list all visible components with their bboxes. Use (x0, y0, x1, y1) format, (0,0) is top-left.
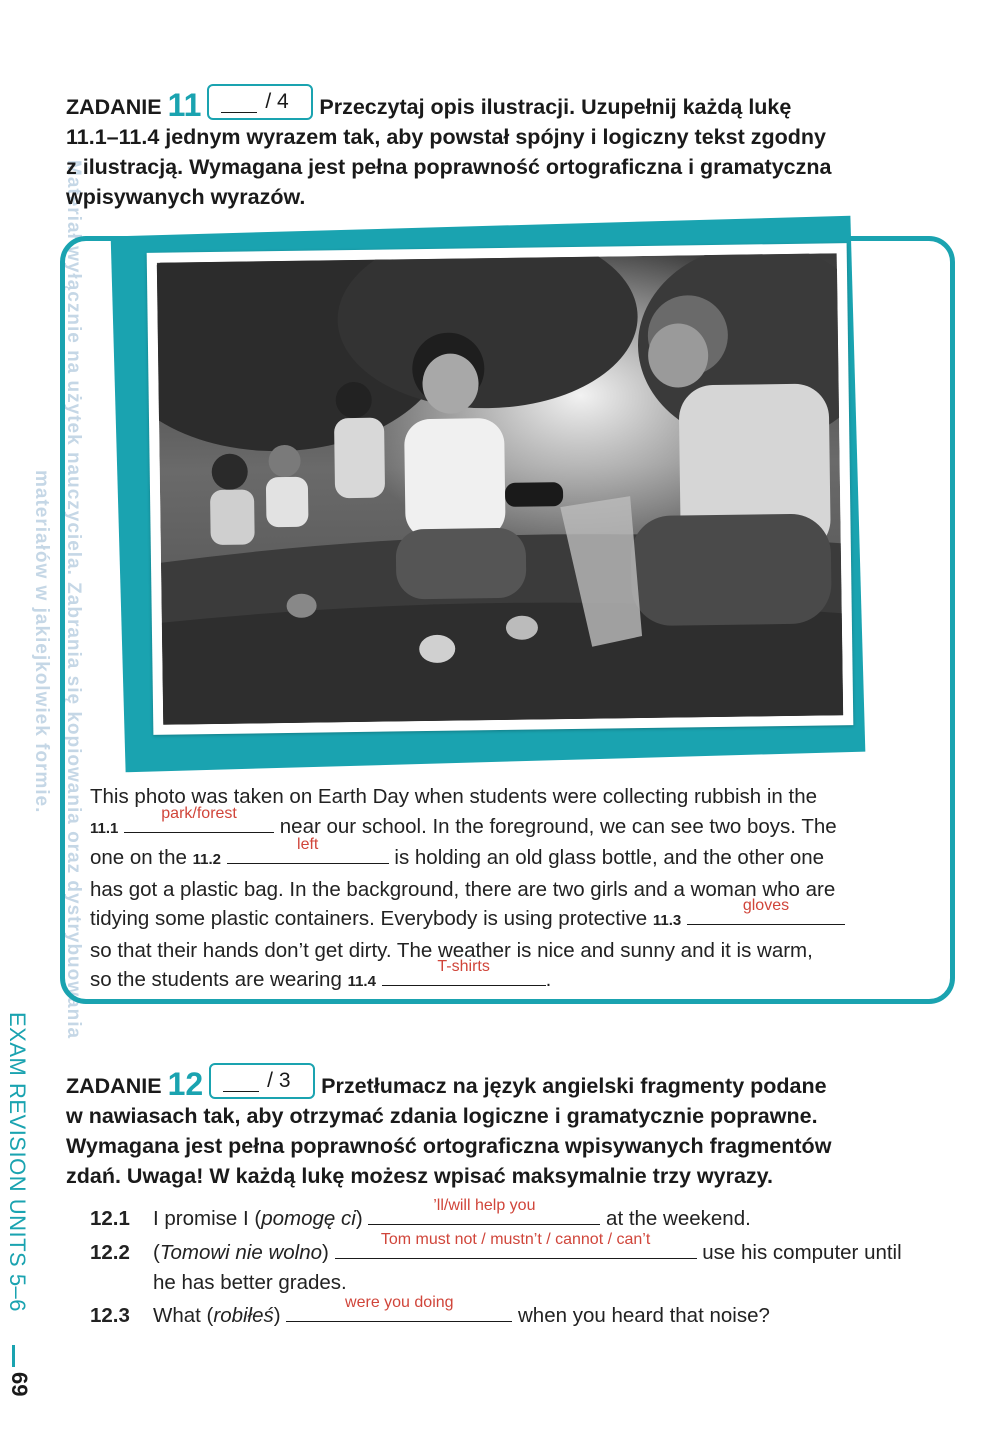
task-12-score-box[interactable] (209, 1063, 315, 1099)
text-line-2 (90, 804, 940, 844)
item-after-hint: ) (355, 1207, 363, 1230)
text-line-7-start: so the students are wearing (90, 968, 342, 991)
answer-11-1: park/forest (161, 804, 237, 822)
answer-11-4: T-shirts (437, 958, 490, 975)
score-blank (223, 1091, 259, 1092)
item-hint: robiłeś (213, 1304, 274, 1327)
item-number: 12.2 (90, 1241, 130, 1264)
task-11-score-box[interactable] (207, 84, 313, 120)
gap-label-11-1: 11.1 (90, 819, 119, 837)
gap-11-4[interactable] (382, 958, 546, 986)
sidebar-divider (12, 1345, 15, 1367)
section-label: EXAM REVISION UNITS 5–6 (5, 1012, 30, 1313)
item-number: 12.3 (90, 1304, 130, 1327)
task-12-instruction-1: Przetłumacz na język angielski fragmenty podane (321, 1074, 827, 1098)
task-11-number: 11 (167, 87, 202, 123)
item-before: I promise I ( (153, 1207, 262, 1230)
text-line-3 (90, 836, 940, 875)
task-11-instruction-3: z ilustracją. Wymagana jest pełna poprawność ortograficzna i gramatyczna (66, 155, 832, 179)
text-line-2-rest: near our school. In the foreground, we can see two boys. The (279, 814, 837, 838)
gap-label-11-2: 11.2 (192, 851, 221, 868)
gap-11-2[interactable] (227, 836, 389, 864)
item-hint: pomogę ci (261, 1207, 356, 1230)
gap-label-11-4: 11.4 (347, 973, 376, 990)
answer-12-1: ’ll/will help you (433, 1197, 536, 1214)
text-line-5 (90, 897, 940, 936)
task-11-score-max: / 4 (265, 90, 289, 113)
item-text (153, 1197, 751, 1234)
watermark-line-1: Materiał wyłącznie na użytek nauczyciela. Zabrania się kopiowania oraz dystrybuowania (63, 160, 84, 1040)
task-11-instruction-2: 11.1–11.4 jednym wyrazem tak, aby powstał spójny i logiczny tekst zgodny (66, 125, 826, 149)
answer-12-2: Tom must not / mustn’t / cannot / can’t (380, 1231, 651, 1248)
task-12-instruction-4: zdań. Uwaga! W każdą lukę możesz wpisać maksymalnie trzy wyrazy. (66, 1164, 773, 1188)
task-12-instruction-3: Wymagana jest pełna poprawność ortograficzna wpisywanych fragmentów (66, 1134, 832, 1158)
score-blank (221, 112, 257, 113)
item-after: when you heard that noise? (518, 1304, 770, 1327)
item-after-hint: ) (273, 1304, 281, 1327)
item-number: 12.1 (90, 1207, 130, 1230)
text-line-7-end: . (545, 968, 552, 991)
gap-label-11-3: 11.3 (652, 912, 682, 929)
answer-11-3: gloves (742, 897, 790, 914)
page-number: 69 (7, 1372, 32, 1397)
text-line-3-rest: is holding an old glass bottle, and the other one (394, 846, 825, 869)
task-12-instructions (66, 1063, 936, 1191)
item-before: What ( (153, 1304, 214, 1327)
text-line-3-start: one on the (90, 846, 187, 869)
text-line-5-start: tidying some plastic containers. Everybody is using protective (90, 907, 648, 930)
item-text-line-2: he has better grades. (153, 1271, 347, 1294)
task-11-instructions (66, 84, 936, 212)
answer-11-2: left (297, 836, 319, 853)
task-11-text (90, 782, 940, 997)
task-12-instruction-2: w nawiasach tak, aby otrzymać zdania logiczne i gramatycznie poprawne. (66, 1104, 818, 1128)
photo-illustration (157, 253, 843, 724)
item-hint: Tomowi nie wolno (159, 1241, 323, 1264)
item-after-hint: ) (322, 1241, 329, 1264)
text-line-1: This photo was taken on Earth Day when students were collecting rubbish in the (90, 785, 818, 808)
gap-12-2[interactable] (335, 1231, 697, 1259)
item-text (153, 1231, 902, 1268)
task-11-label: ZADANIE (66, 95, 162, 119)
gap-12-1[interactable] (368, 1197, 600, 1225)
gap-12-3[interactable] (286, 1294, 512, 1322)
item-before: ( (153, 1241, 160, 1264)
task-12-label: ZADANIE (66, 1074, 162, 1098)
task-11-instruction-1: Przeczytaj opis ilustracji. Uzupełnij każdą lukę (319, 95, 792, 119)
text-line-7 (90, 958, 940, 997)
task-12-score-max: / 3 (267, 1069, 291, 1092)
task-11-instruction-4: wpisywanych wyrazów. (66, 185, 306, 209)
answer-12-3: were you doing (345, 1294, 454, 1311)
item-text (153, 1294, 770, 1331)
earth-day-photo (147, 243, 854, 735)
text-line-6: so that their hands don’t get dirty. The weather is nice and sunny and it is warm, (90, 938, 813, 962)
item-after: at the weekend. (606, 1207, 751, 1230)
gap-11-1[interactable] (124, 804, 274, 833)
gap-11-3[interactable] (687, 897, 845, 925)
text-line-4: has got a plastic bag. In the background, there are two girls and a woman who are (90, 877, 836, 901)
item-after: use his computer until (702, 1241, 902, 1264)
watermark-line-2: materiałów w jakiejkolwiek formie. (31, 470, 52, 814)
task-12-number: 12 (167, 1066, 204, 1102)
